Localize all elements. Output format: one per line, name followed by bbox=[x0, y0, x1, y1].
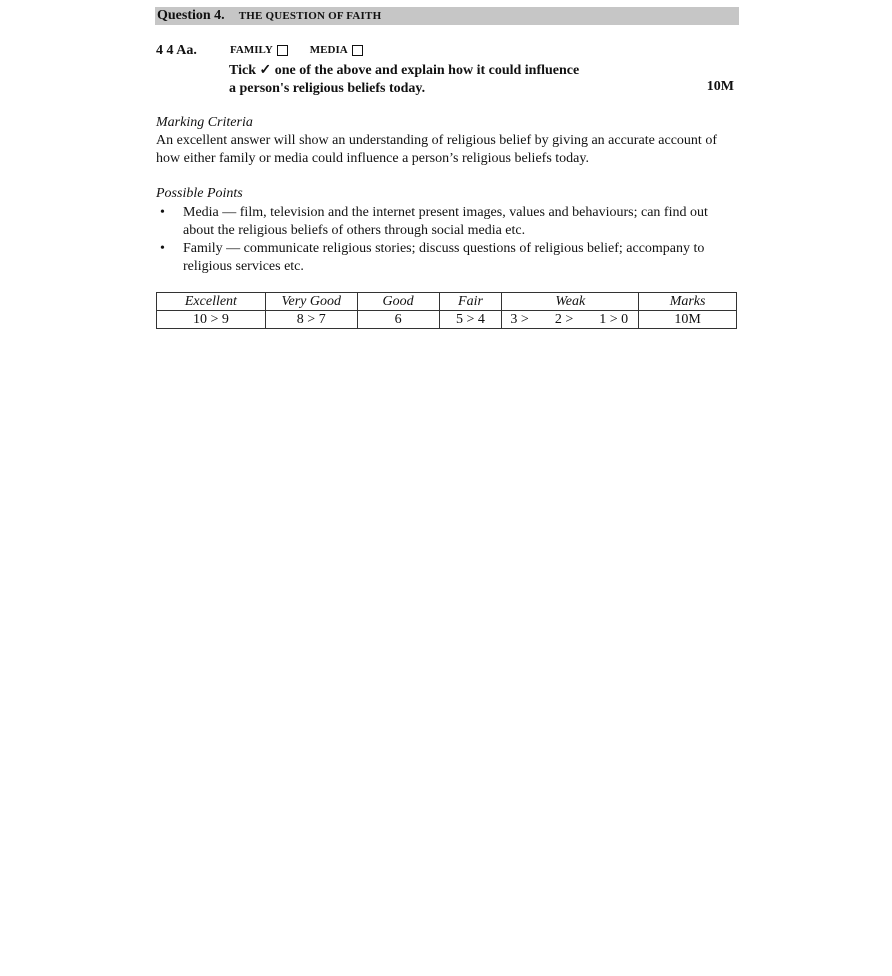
question-marks: 10M bbox=[706, 79, 734, 94]
value-fair: 5 > 4 bbox=[439, 311, 502, 329]
header-weak: Weak bbox=[502, 293, 639, 311]
option-media[interactable] bbox=[310, 44, 363, 56]
question-number: 4 4 Aa. bbox=[156, 43, 197, 58]
possible-points-heading: Possible Points bbox=[156, 186, 243, 201]
question-title: THE QUESTION OF FAITH bbox=[238, 10, 382, 22]
question-header-bar bbox=[155, 7, 739, 25]
list-item bbox=[156, 204, 731, 239]
family-checkbox[interactable] bbox=[277, 45, 288, 56]
option-media-label: MEDIA bbox=[309, 44, 348, 56]
header-good: Good bbox=[357, 293, 439, 311]
header-fair: Fair bbox=[439, 293, 502, 311]
value-weak-1: 1 > 0 bbox=[599, 311, 629, 327]
question-instruction bbox=[229, 62, 689, 97]
value-weak-2: 2 > bbox=[554, 311, 574, 327]
value-weak bbox=[502, 311, 639, 329]
value-weak-3: 3 > bbox=[510, 311, 529, 327]
option-family-label: FAMILY bbox=[230, 44, 273, 56]
option-family[interactable] bbox=[230, 44, 288, 56]
bullet-icon: • bbox=[160, 205, 165, 220]
value-marks: 10M bbox=[639, 311, 737, 329]
bullet-icon: • bbox=[160, 241, 165, 256]
grade-table bbox=[156, 292, 737, 329]
instruction-line-1: Tick ✓ one of the above and explain how it could influence bbox=[229, 63, 580, 78]
value-excellent: 10 > 9 bbox=[157, 311, 266, 329]
point-text-media: Media — film, television and the internet present images, values and behaviours; can find out about the religious beliefs of others through social media etc. bbox=[183, 205, 708, 238]
question-label: Question 4. bbox=[157, 8, 225, 23]
option-row bbox=[230, 44, 363, 56]
header-very-good: Very Good bbox=[265, 293, 357, 311]
header-excellent: Excellent bbox=[157, 293, 266, 311]
value-very-good: 8 > 7 bbox=[265, 311, 357, 329]
table-row bbox=[157, 311, 737, 329]
table-header-row bbox=[157, 293, 737, 311]
list-item bbox=[156, 240, 731, 275]
marking-criteria-heading: Marking Criteria bbox=[156, 115, 253, 130]
point-text-family: Family — communicate religious stories; discuss questions of religious belief; accompany to religious services etc. bbox=[183, 241, 705, 274]
media-checkbox[interactable] bbox=[352, 45, 363, 56]
value-good: 6 bbox=[357, 311, 439, 329]
marking-criteria-text: An excellent answer will show an understanding of religious belief by giving an accurate account of how either family or media could influence a person’s religious beliefs today. bbox=[156, 133, 717, 166]
instruction-line-2: a person's religious beliefs today. bbox=[229, 80, 426, 96]
header-marks: Marks bbox=[639, 293, 737, 311]
possible-points-list bbox=[156, 204, 731, 276]
